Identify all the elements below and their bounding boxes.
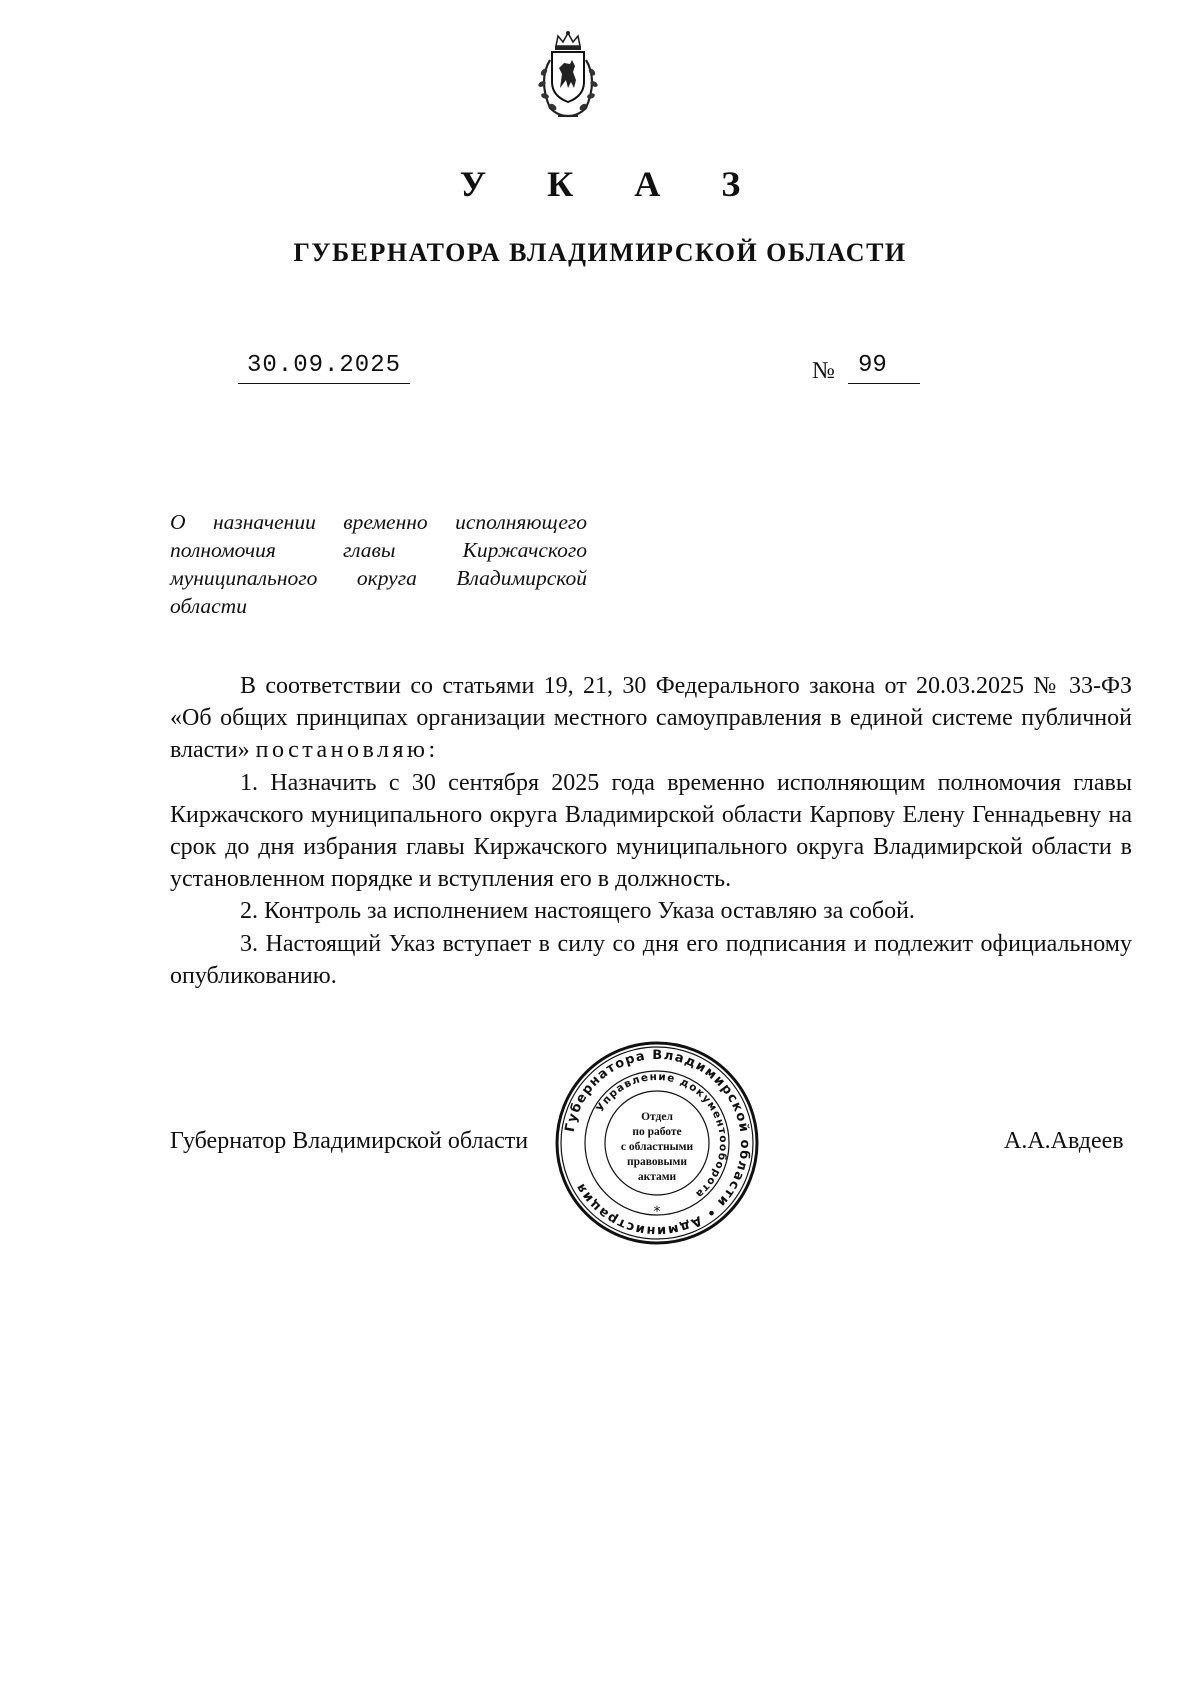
stamp-center-line: правовыми	[626, 1156, 688, 1168]
number-field	[848, 352, 920, 384]
preamble-paragraph	[170, 670, 1132, 767]
stamp-ring-text: Губернатора Владимирской области • Администрация	[562, 1047, 753, 1239]
decree-item-1: 1. Назначить с 30 сентября 2025 года временно исполняющим полномочия главы Киржачского муниципального округа Владимирской области Карпову Елену Геннадьевну на срок до дня избрания главы Киржачского муниципального округа Владимирской области в установленном порядке и вступления его в должность.	[170, 769, 1132, 893]
document-type-title: У К А З	[459, 164, 767, 204]
decree-item-2: 2. Контроль за исполнением настоящего Указа оставляю за собой.	[240, 898, 915, 925]
subject-line: муниципального округа Владимирской	[170, 566, 587, 590]
coat-of-arms-icon	[528, 30, 608, 122]
decree-item-3: 3. Настоящий Указ вступает в силу со дня его подписания и подлежит официальному опубликованию.	[170, 930, 1132, 989]
document-body	[170, 670, 1132, 992]
official-stamp	[552, 1038, 762, 1248]
document-date: 30.09.2025	[246, 352, 402, 379]
subject-line: области	[170, 594, 247, 618]
stamp-center-line: Отдел	[641, 1111, 673, 1123]
document-number: 99	[858, 352, 887, 379]
decree-keyword: постановляю:	[255, 737, 439, 764]
subject-line: полномочия главы Киржачского	[170, 538, 587, 562]
stamp-star: *	[653, 1204, 661, 1220]
date-field	[238, 352, 410, 384]
stamp-center-line: актами	[637, 1171, 677, 1183]
signatory-title: Губернатор Владимирской области	[170, 1128, 529, 1154]
preamble-text: В соответствии со статьями 19, 21, 30 Федерального закона от 20.03.2025 № 33-ФЗ «Об общих принципах организации местного самоуправления в единой системе публичной власти»	[170, 673, 1132, 764]
signatory-name: А.А.Авдеев	[1004, 1128, 1124, 1154]
number-label: №	[812, 358, 835, 384]
stamp-center-line: по работе	[632, 1126, 682, 1138]
stamp-inner-ring-text: Управление документооборота	[594, 1070, 730, 1201]
subject-line: О назначении временно исполняющего	[170, 510, 587, 534]
stamp-center-line: с областными	[620, 1141, 694, 1153]
document-subject	[170, 508, 587, 620]
document-issuer: ГУБЕРНАТОРА ВЛАДИМИРСКОЙ ОБЛАСТИ	[293, 238, 907, 267]
